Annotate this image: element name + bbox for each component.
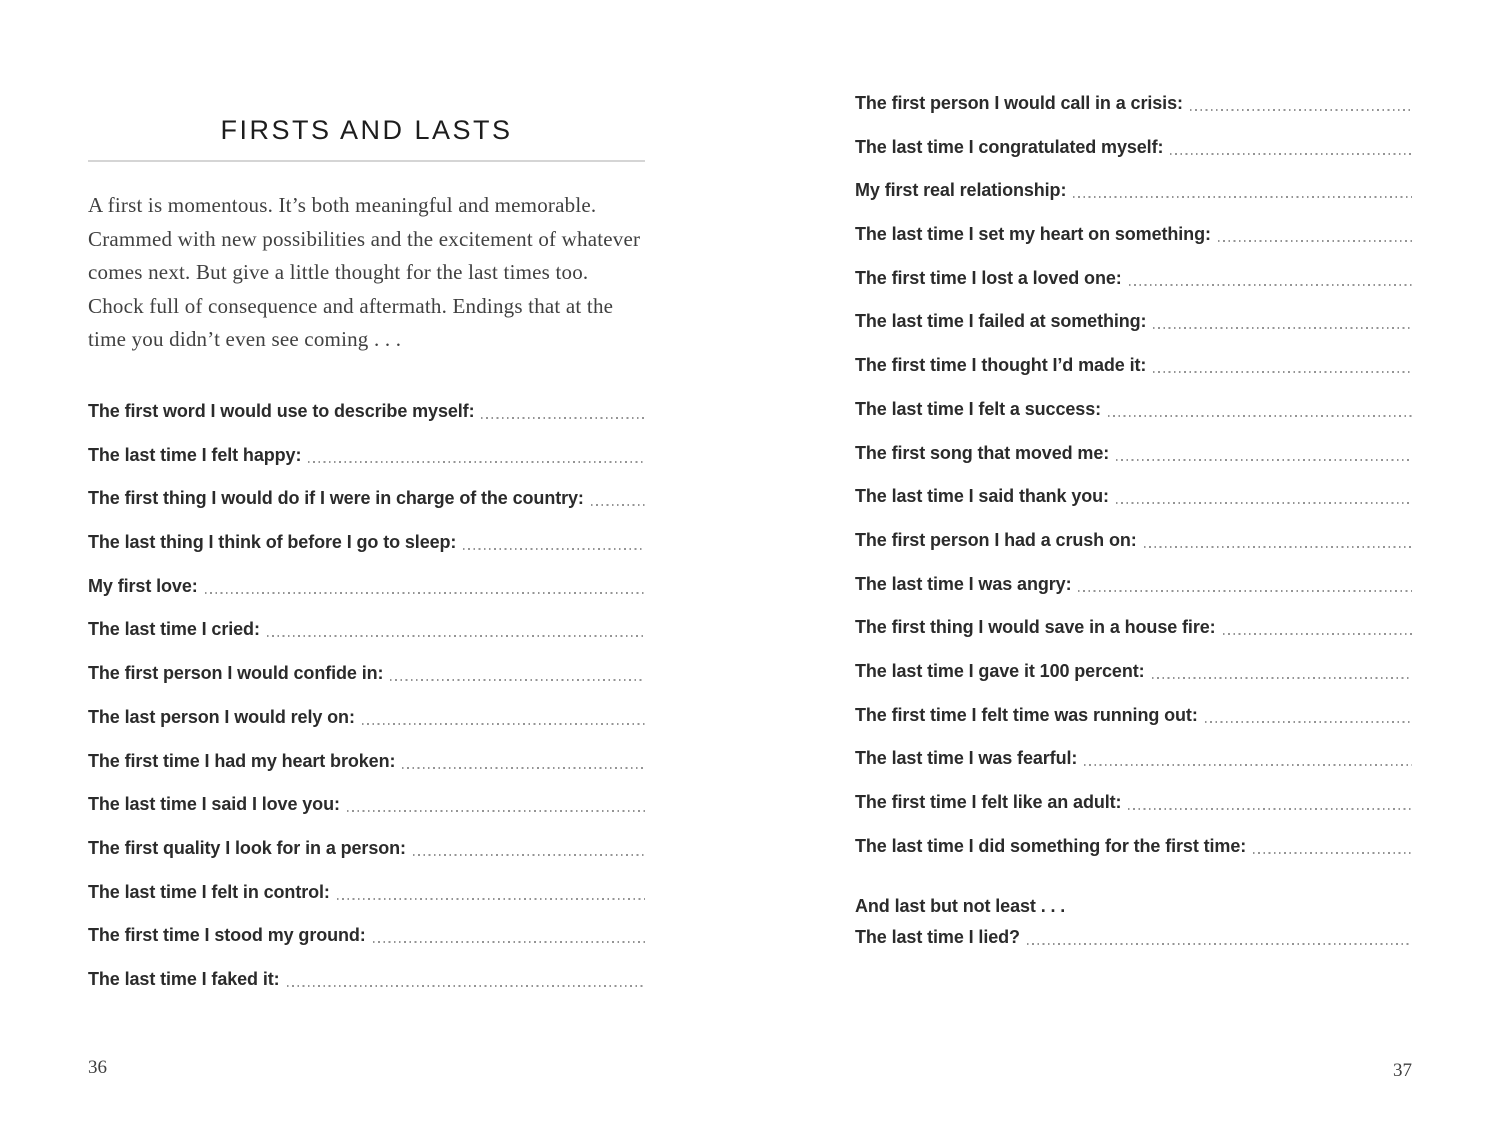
prompt-row <box>88 836 645 880</box>
prompt-label: The first time I felt like an adult: <box>855 792 1122 812</box>
answer-dotted-line <box>1129 284 1412 286</box>
prompt-label: The first person I would call in a crisis: <box>855 93 1183 113</box>
prompt-row <box>88 443 645 487</box>
prompt-label: The last time I felt happy: <box>88 444 302 465</box>
prompt-row <box>855 746 1412 790</box>
prompt-row <box>855 91 1412 135</box>
answer-dotted-line <box>1116 502 1412 504</box>
answer-dotted-line <box>267 635 645 637</box>
prompt-label: The last time I felt in control: <box>88 881 330 902</box>
answer-dotted-line <box>1084 764 1412 766</box>
prompt-label: The last time I set my heart on something: <box>855 224 1211 245</box>
prompt-row <box>88 749 645 793</box>
prompt-row <box>855 703 1412 747</box>
prompt-row <box>855 528 1412 572</box>
answer-dotted-line <box>1205 721 1412 723</box>
answer-dotted-line <box>591 504 645 506</box>
answer-dotted-line <box>347 810 645 812</box>
prompt-row <box>88 661 645 705</box>
prompt-label: The last time I cried: <box>88 619 260 640</box>
answer-dotted-line <box>1190 109 1412 111</box>
answer-dotted-line <box>1170 153 1412 155</box>
prompt-row <box>88 792 645 836</box>
prompt-row <box>855 834 1412 878</box>
prompt-row <box>88 486 645 530</box>
prompt-label: The first word I would use to describe myself: <box>88 401 475 421</box>
page-number-left: 36 <box>88 1057 107 1078</box>
prompt-label: The last time I felt a success: <box>855 398 1101 419</box>
prompt-list-left <box>88 399 645 1011</box>
prompt-label: The last time I was fearful: <box>855 748 1078 769</box>
prompt-label: My first love: <box>88 575 198 596</box>
answer-dotted-line <box>205 592 645 594</box>
answer-dotted-line <box>373 941 645 943</box>
prompt-label: The last time I congratulated myself: <box>855 136 1164 157</box>
answer-dotted-line <box>1144 546 1412 548</box>
prompt-label: The last thing I think of before I go to sleep: <box>88 532 457 553</box>
prompt-label: The last time I gave it 100 percent: <box>855 660 1145 681</box>
prompt-label: The first time I stood my ground: <box>88 925 366 946</box>
prompt-row <box>88 967 645 1011</box>
prompt-row <box>855 659 1412 703</box>
prompt-label: The first time I had my heart broken: <box>88 750 396 771</box>
prompt-label: The last time I faked it: <box>88 968 280 989</box>
prompt-label: The last time I said thank you: <box>855 486 1109 507</box>
page-left <box>88 0 645 1128</box>
title-divider <box>88 160 645 162</box>
prompt-label: The first thing I would do if I were in charge of the country: <box>88 488 584 509</box>
prompt-row <box>88 530 645 574</box>
closing-prompt-row <box>855 922 1412 953</box>
answer-dotted-line <box>402 767 645 769</box>
answer-dotted-line <box>481 417 645 419</box>
prompt-label: The last person I would rely on: <box>88 706 355 727</box>
answer-dotted-line <box>1253 852 1412 854</box>
page-title: FIRSTS AND LASTS <box>220 115 513 145</box>
page-right <box>855 0 1412 1128</box>
answer-dotted-line <box>1027 943 1412 945</box>
prompt-row <box>88 705 645 749</box>
prompt-row <box>855 178 1412 222</box>
answer-dotted-line <box>1128 808 1412 810</box>
prompt-label: The first person I had a crush on: <box>855 529 1137 550</box>
prompt-label: The first thing I would save in a house fire: <box>855 617 1216 638</box>
prompt-label: My first real relationship: <box>855 180 1067 201</box>
answer-dotted-line <box>1078 590 1412 592</box>
prompt-row <box>855 353 1412 397</box>
prompt-label: The first time I thought I’d made it: <box>855 355 1147 376</box>
prompt-label: The first time I felt time was running out: <box>855 704 1198 725</box>
answer-dotted-line <box>1108 415 1412 417</box>
prompt-row <box>855 135 1412 179</box>
prompt-row <box>855 441 1412 485</box>
prompt-label: The last time I said I love you: <box>88 794 340 815</box>
prompt-row <box>855 790 1412 834</box>
prompt-label: The first quality I look for in a person: <box>88 837 406 858</box>
prompt-row <box>855 484 1412 528</box>
intro-paragraph: A first is momentous. It’s both meaningful and memorable. Crammed with new possibilities and the excitement of whatever comes next. But give a little thought for the last times too. Chock full of consequence and aftermath. Endings that at the time you didn’t even see coming . . . <box>88 193 641 351</box>
prompt-row <box>88 880 645 924</box>
prompt-row <box>88 399 645 443</box>
prompt-row <box>88 574 645 618</box>
prompt-row <box>88 617 645 661</box>
closing-prompt-label: The last time I lied? <box>855 927 1020 947</box>
answer-dotted-line <box>463 548 645 550</box>
prompt-row <box>855 309 1412 353</box>
prompt-label: The last time I failed at something: <box>855 311 1147 332</box>
prompt-label: The first person I would confide in: <box>88 663 384 684</box>
prompt-row <box>855 397 1412 441</box>
prompt-list-right <box>855 91 1412 877</box>
answer-dotted-line <box>362 723 645 725</box>
prompt-label: The first song that moved me: <box>855 442 1110 463</box>
answer-dotted-line <box>1223 633 1412 635</box>
answer-dotted-line <box>308 461 645 463</box>
closing-block <box>855 891 1412 953</box>
answer-dotted-line <box>1153 371 1412 373</box>
answer-dotted-line <box>1116 459 1412 461</box>
prompt-row <box>855 572 1412 616</box>
prompt-row <box>855 266 1412 310</box>
answer-dotted-line <box>1073 196 1412 198</box>
prompt-label: The first time I lost a loved one: <box>855 267 1122 288</box>
answer-dotted-line <box>337 898 645 900</box>
answer-dotted-line <box>1152 677 1412 679</box>
prompt-row <box>855 222 1412 266</box>
prompt-row <box>855 615 1412 659</box>
page-number-right: 37 <box>1393 1060 1412 1081</box>
prompt-label: The last time I was angry: <box>855 573 1072 594</box>
answer-dotted-line <box>390 679 645 681</box>
answer-dotted-line <box>287 985 645 987</box>
answer-dotted-line <box>1218 240 1412 242</box>
prompt-label: The last time I did something for the first time: <box>855 835 1247 856</box>
closing-lead-text: And last but not least . . . <box>855 896 1066 916</box>
answer-dotted-line <box>1153 327 1412 329</box>
answer-dotted-line <box>413 854 645 856</box>
prompt-row <box>88 923 645 967</box>
